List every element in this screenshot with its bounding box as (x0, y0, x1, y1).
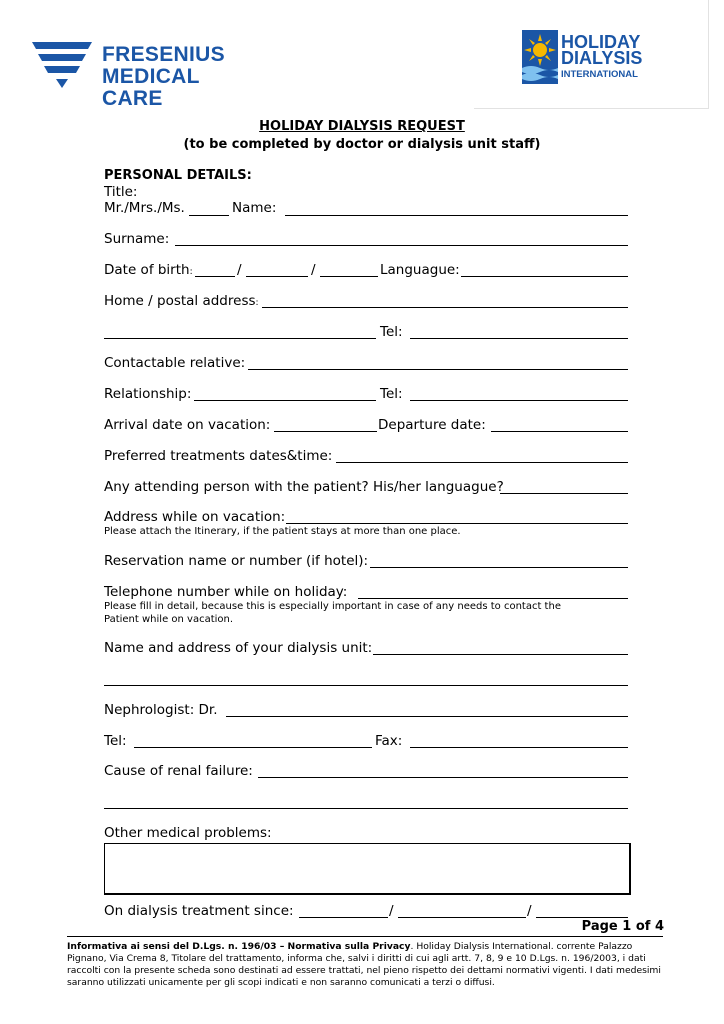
salutation-label: Mr./Mrs./Ms. (104, 200, 185, 216)
home-address-label: Home / postal address: (104, 293, 259, 309)
holiday-telephone-label: Telephone number while on holiday: (104, 584, 348, 600)
arrival-date-label: Arrival date on vacation: (104, 417, 271, 433)
footer-rule (67, 936, 663, 937)
vacation-address-field[interactable] (286, 523, 628, 524)
nephrologist-field[interactable] (226, 716, 628, 717)
relationship-label: Relationship: (104, 386, 192, 402)
holiday-telephone-note-1: Please fill in detail, because this is especially important in case of any needs to contact the (104, 601, 561, 612)
salutation-field[interactable] (189, 215, 229, 216)
privacy-footer-text: . Holiday Dialysis International. corrente Palazzo Pignano, Via Crema 8, Titolare del trattamento, informa che, salvi i diritti di cui agli artt. 7, 8, 9 e 10 D.Lgs. n. 196/2003, i dati raccolti con la presente scheda sono destinati ad essere trattati, nel pieno rispetto dei dettami normativi vigenti. I dati medesimi saranno utilizzati unicamente per gli scopi indicati e non saranno comunicati a terzi o diffusi. (67, 941, 661, 988)
departure-date-field[interactable] (491, 431, 628, 432)
home-tel-field[interactable] (410, 338, 628, 339)
name-field[interactable] (285, 215, 628, 216)
surname-label: Surname: (104, 231, 170, 247)
hdi-line3: INTERNATIONAL (561, 69, 638, 80)
form-title: HOLIDAY DIALYSIS REQUEST (259, 119, 465, 134)
departure-date-label: Departure date: (378, 417, 486, 433)
dialysis-unit-field-2[interactable] (104, 685, 628, 686)
surname-field[interactable] (175, 245, 628, 246)
hdi-line2: DIALYSIS (561, 48, 643, 68)
page-number: Page 1 of 4 (581, 919, 664, 934)
form-subtitle: (to be completed by doctor or dialysis unit staff) (183, 137, 541, 152)
other-problems-box[interactable] (104, 843, 631, 895)
holiday-dialysis-logo (522, 30, 672, 90)
arrival-date-field[interactable] (274, 431, 377, 432)
reservation-field[interactable] (370, 567, 628, 568)
dialysis-since-day-field[interactable] (299, 917, 388, 918)
dob-label: Date of birth: (104, 262, 193, 278)
fresenius-line2: MEDICAL CARE (102, 65, 200, 110)
dialysis-since-slash-1: / (389, 903, 394, 919)
preferred-treatments-label: Preferred treatments dates&time: (104, 448, 333, 464)
contact-relative-label: Contactable relative: (104, 355, 246, 371)
dob-year-field[interactable] (320, 276, 378, 277)
attending-person-label: Any attending person with the patient? His/her languague? (104, 479, 504, 495)
fax-field[interactable] (410, 747, 628, 748)
nephrologist-label: Nephrologist: Dr. (104, 702, 218, 718)
section-heading: PERSONAL DETAILS: (104, 168, 252, 183)
renal-failure-field-2[interactable] (104, 808, 628, 809)
dialysis-unit-field[interactable] (373, 654, 628, 655)
dialysis-since-year-field[interactable] (536, 917, 628, 918)
home-address-field[interactable] (262, 307, 628, 308)
dialysis-unit-label: Name and address of your dialysis unit: (104, 640, 373, 656)
contact-relative-field[interactable] (248, 369, 628, 370)
language-field[interactable] (461, 276, 628, 277)
dob-slash-1: / (237, 262, 242, 278)
sun-icon (522, 30, 558, 84)
fresenius-emblem-icon (30, 40, 94, 90)
home-tel-label: Tel: (380, 324, 403, 340)
reservation-label: Reservation name or number (if hotel): (104, 553, 369, 569)
vacation-address-note: Please attach the Itinerary, if the patient stays at more than one place. (104, 526, 461, 537)
attending-person-field[interactable] (500, 493, 628, 494)
dob-month-field[interactable] (246, 276, 308, 277)
fresenius-logo (30, 40, 260, 110)
renal-failure-label: Cause of renal failure: (104, 763, 253, 779)
hdi-line1: HOLIDAY (561, 32, 641, 52)
vacation-address-label: Address while on vacation: (104, 509, 286, 525)
relative-tel-label: Tel: (380, 386, 403, 402)
dialysis-since-slash-2: / (527, 903, 532, 919)
dialysis-since-label: On dialysis treatment since: (104, 903, 294, 919)
renal-failure-field[interactable] (258, 777, 628, 778)
dialysis-since-month-field[interactable] (398, 917, 526, 918)
unit-tel-label: Tel: (104, 733, 127, 749)
language-label: Languague: (380, 262, 460, 278)
dob-day-field[interactable] (195, 276, 235, 277)
relative-tel-field[interactable] (410, 400, 628, 401)
holiday-telephone-field[interactable] (358, 598, 628, 599)
title-label: Title: (104, 184, 138, 200)
fresenius-line1: FRESENIUS (102, 43, 225, 66)
fax-label: Fax: (375, 733, 403, 749)
relationship-field[interactable] (194, 400, 376, 401)
other-problems-label: Other medical problems: (104, 825, 272, 841)
home-address-field-2[interactable] (104, 338, 376, 339)
corner-divider-horizontal (474, 108, 709, 109)
unit-tel-field[interactable] (134, 747, 372, 748)
name-label: Name: (232, 200, 277, 216)
privacy-footer (67, 941, 665, 989)
corner-divider-vertical (708, 0, 709, 108)
dob-slash-2: / (311, 262, 316, 278)
preferred-treatments-field[interactable] (336, 462, 628, 463)
privacy-footer-bold: Informativa ai sensi del D.Lgs. n. 196/03 – Normativa sulla Privacy (67, 941, 411, 952)
holiday-telephone-note-2: Patient while on vacation. (104, 614, 234, 625)
